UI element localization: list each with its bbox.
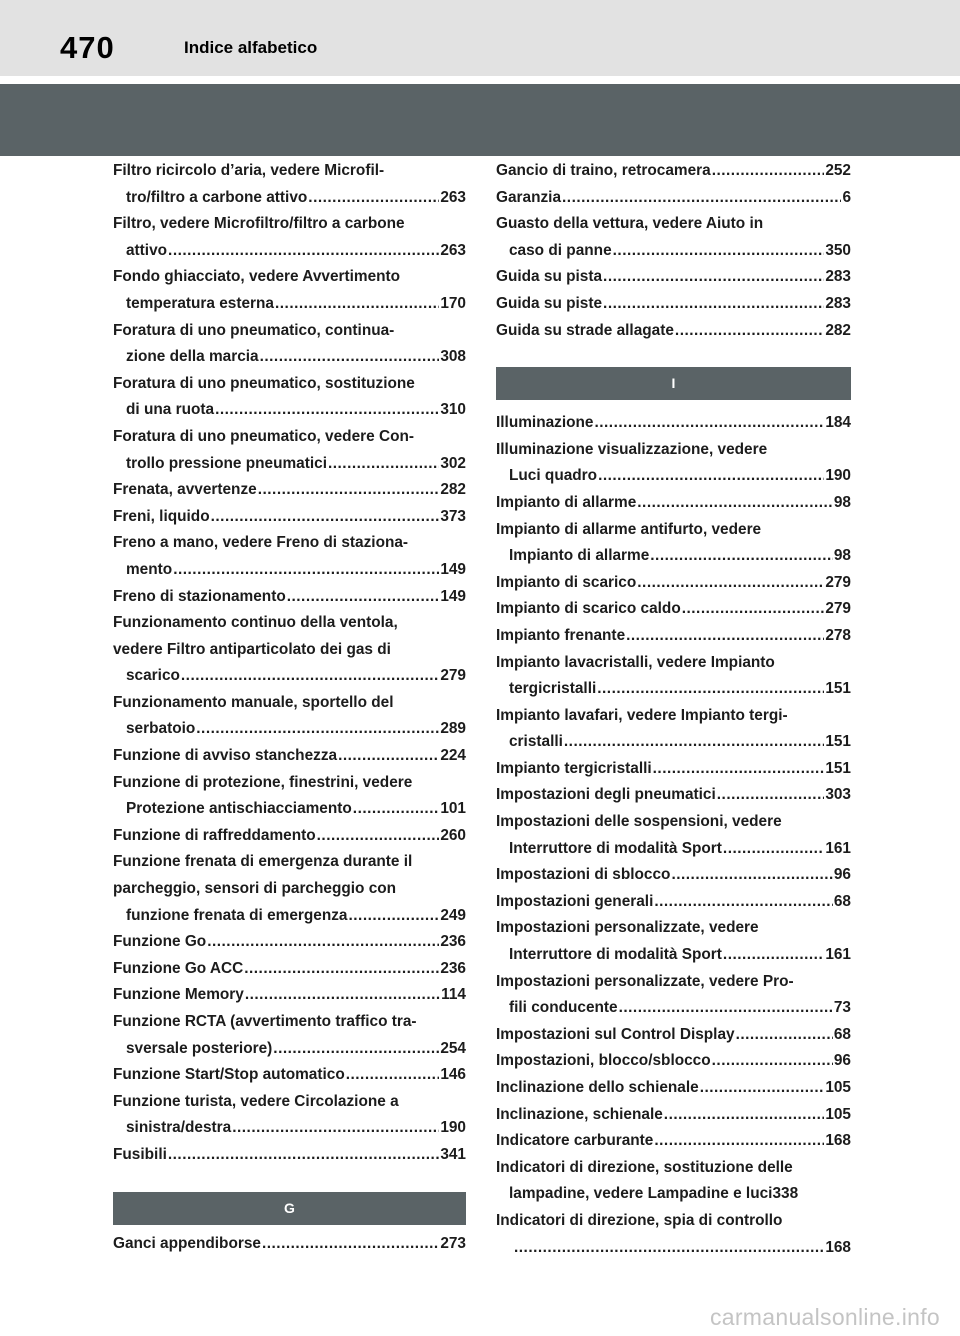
index-entry xyxy=(496,782,851,809)
index-entry xyxy=(113,1009,466,1062)
entry-text: Impianto tergicristalli xyxy=(496,759,652,777)
entry-text: scarico xyxy=(126,667,180,685)
index-entry xyxy=(496,264,851,291)
entry-text: Filtro, vedere Microfiltro/filtro a carbone xyxy=(113,215,405,233)
entry-text: Impianto di allarme xyxy=(509,547,650,565)
dot-leader xyxy=(675,318,824,345)
index-entry xyxy=(496,437,851,490)
index-entry xyxy=(496,1075,851,1102)
entry-text: Impostazioni delle sospensioni, vedere xyxy=(496,813,782,831)
entry-text: Indicatori di direzione, sostituzione delle xyxy=(496,1158,793,1176)
entry-text: Funzione frenata di emergenza durante il xyxy=(113,853,413,871)
dot-leader xyxy=(664,1102,825,1129)
index-entry xyxy=(496,650,851,703)
dot-leader xyxy=(564,729,824,756)
dot-leader xyxy=(173,557,439,584)
dot-leader xyxy=(613,238,825,265)
dot-leader xyxy=(603,264,824,291)
index-entry xyxy=(113,584,466,611)
entry-text: Impianto di scarico caldo xyxy=(496,600,681,618)
dot-leader xyxy=(723,942,824,969)
index-entry xyxy=(496,1128,851,1155)
entry-text: vedere Filtro antiparticolato dei gas di xyxy=(113,640,391,658)
entry-page-number: 105 xyxy=(825,1079,851,1096)
index-entry xyxy=(496,570,851,597)
dot-leader xyxy=(653,756,825,783)
entry-page-number: 151 xyxy=(825,680,851,698)
dot-leader xyxy=(671,862,832,889)
entry-text: Funzionamento manuale, sportello del xyxy=(113,693,394,711)
index-entry xyxy=(113,318,466,371)
entry-text: Freno a mano, vedere Freno di staziona- xyxy=(113,534,409,552)
entry-text: Funzione Memory xyxy=(113,986,244,1004)
entry-text: Inclinazione, schienale xyxy=(496,1105,663,1123)
entry-page-number: 98 xyxy=(833,547,851,565)
index-entry xyxy=(113,929,466,956)
index-entry xyxy=(113,743,466,770)
index-entry xyxy=(113,371,466,424)
dot-leader xyxy=(287,584,440,611)
entry-text: Impostazioni sul Control Display xyxy=(496,1025,735,1043)
entry-text: Impianto lavafari, vedere Impianto tergi- xyxy=(496,706,788,724)
dot-leader xyxy=(736,1022,833,1049)
entry-text: Impianto di allarme antifurto, vedere xyxy=(496,520,762,538)
index-entry xyxy=(113,610,466,690)
entry-page-number: 282 xyxy=(825,321,851,339)
entry-text: Fusibili xyxy=(113,1145,167,1163)
entry-text: temperatura esterna xyxy=(126,294,274,312)
entry-text: Funzione di avviso stanchezza xyxy=(113,747,338,765)
entry-page-number: 373 xyxy=(440,507,466,525)
entry-page-number: 184 xyxy=(825,414,851,432)
index-entry xyxy=(496,889,851,916)
entry-page-number: 249 xyxy=(440,906,466,924)
dot-leader xyxy=(603,291,824,318)
dot-leader xyxy=(723,836,824,863)
entry-text: Foratura di uno pneumatico, continua- xyxy=(113,321,395,339)
entry-page-number: 98 xyxy=(833,493,851,511)
dot-leader xyxy=(168,238,439,265)
index-entry xyxy=(113,424,466,477)
index-column-left xyxy=(113,158,466,1257)
dot-leader xyxy=(168,1142,439,1169)
entry-text: tro/filtro a carbone attivo xyxy=(126,188,308,206)
entry-text: Funzione di protezione, finestrini, vedere xyxy=(113,773,413,791)
entry-text: Foratura di uno pneumatico, sostituzione xyxy=(113,374,415,392)
entry-text: Guida su piste xyxy=(496,294,603,312)
index-entry xyxy=(113,982,466,1009)
dot-leader xyxy=(346,1062,440,1089)
entry-text: parcheggio, sensori di parcheggio con xyxy=(113,880,397,898)
entry-page-number: 263 xyxy=(440,241,466,259)
entry-text: Guida su strade allagate xyxy=(496,321,674,339)
index-entry xyxy=(496,318,851,345)
entry-page-number: 190 xyxy=(440,1119,466,1137)
entry-text: caso di panne xyxy=(509,241,612,259)
index-entry xyxy=(496,596,851,623)
index-entry xyxy=(496,1022,851,1049)
index-entry xyxy=(113,690,466,743)
dot-leader xyxy=(275,291,439,318)
entry-text: Frenata, avvertenze xyxy=(113,481,257,499)
entry-page-number: 260 xyxy=(440,826,466,844)
dot-leader xyxy=(353,796,440,823)
entry-page-number: 341 xyxy=(440,1145,466,1163)
dot-leader xyxy=(626,623,824,650)
dot-leader xyxy=(598,463,824,490)
entry-text: Luci quadro xyxy=(509,467,598,485)
entry-page-number: 283 xyxy=(825,294,851,312)
entry-page-number: 68 xyxy=(833,1025,851,1043)
entry-page-number: 273 xyxy=(440,1234,466,1252)
dot-leader xyxy=(232,1115,439,1142)
entry-page-number: 151 xyxy=(825,733,851,751)
index-entry xyxy=(113,264,466,317)
entry-text: sversale posteriore) xyxy=(126,1039,273,1057)
entry-page-number: 170 xyxy=(440,294,466,312)
entry-page-number: 151 xyxy=(825,759,851,777)
entry-text: tergicristalli xyxy=(509,680,597,698)
entry-page-number: 224 xyxy=(440,747,466,765)
entry-text: serbatoio xyxy=(126,720,196,738)
entry-text: Freni, liquido xyxy=(113,507,210,525)
index-column-right xyxy=(496,158,851,1261)
index-entry xyxy=(113,1089,466,1142)
entry-page-number: 282 xyxy=(440,481,466,499)
entry-text: sinistra/destra xyxy=(126,1119,232,1137)
entry-text: Funzione Go xyxy=(113,933,207,951)
entry-text: di una ruota xyxy=(126,401,215,419)
entry-text: Funzione turista, vedere Circolazione a xyxy=(113,1092,399,1110)
dot-leader xyxy=(654,889,833,916)
entry-text: Impostazioni personalizzate, vedere xyxy=(496,919,759,937)
index-entry xyxy=(113,1231,466,1258)
entry-text: Ganci appendiborse xyxy=(113,1234,261,1252)
index-entry xyxy=(113,770,466,823)
entry-page-number: 279 xyxy=(440,667,466,685)
entry-text: Impostazioni degli pneumatici xyxy=(496,786,716,804)
entry-page-number: 149 xyxy=(440,587,466,605)
entry-page-number: 161 xyxy=(825,839,851,857)
index-entry xyxy=(496,969,851,1022)
dot-leader xyxy=(245,982,440,1009)
entry-text: zione della marcia xyxy=(126,348,259,366)
dot-leader xyxy=(211,504,440,531)
page-number: 470 xyxy=(60,30,115,65)
dot-leader xyxy=(308,185,439,212)
entry-text: Protezione antischiacciamento xyxy=(126,800,352,818)
entry-text: Interruttore di modalità Sport xyxy=(509,839,722,857)
entry-page-number: 168 xyxy=(825,1238,851,1256)
header-strip xyxy=(0,0,960,76)
entry-text: Impostazioni generali xyxy=(496,892,654,910)
entry-text: Inclinazione dello schienale xyxy=(496,1079,699,1096)
entry-text: Funzione Go ACC xyxy=(113,959,244,977)
index-entry xyxy=(496,915,851,968)
index-entry xyxy=(113,823,466,850)
entry-text: Filtro ricircolo d’aria, vedere Microfil- xyxy=(113,162,385,179)
dot-leader xyxy=(273,1036,439,1063)
entry-text: Freno di stazionamento xyxy=(113,587,286,605)
index-entry xyxy=(113,504,466,531)
dot-leader xyxy=(181,663,439,690)
dot-leader xyxy=(244,956,439,983)
dot-leader xyxy=(712,158,825,185)
index-entry xyxy=(113,849,466,929)
entry-page-number: 279 xyxy=(825,573,851,591)
dot-leader xyxy=(328,451,439,478)
index-entry xyxy=(496,517,851,570)
index-entry xyxy=(496,185,851,212)
index-entry xyxy=(496,756,851,783)
entry-page-number: 101 xyxy=(440,800,466,818)
index-entry xyxy=(113,477,466,504)
entry-page-number: 149 xyxy=(440,560,466,578)
watermark: carmanualsonline.info xyxy=(709,1304,940,1330)
dot-leader xyxy=(637,490,833,517)
entry-page-number: 190 xyxy=(825,467,851,485)
entry-text: Impostazioni di sblocco xyxy=(496,866,671,884)
entry-text: Interruttore di modalità Sport xyxy=(509,946,722,964)
entry-text: attivo xyxy=(126,241,168,259)
entry-page-number: 279 xyxy=(825,600,851,618)
entry-page-number: 68 xyxy=(833,892,851,910)
dot-leader xyxy=(597,676,824,703)
entry-page-number: 254 xyxy=(440,1039,466,1057)
dot-leader xyxy=(338,743,439,770)
index-entry xyxy=(496,211,851,264)
entry-text: trollo pressione pneumatici xyxy=(126,454,327,472)
dot-leader xyxy=(260,344,440,371)
dot-leader xyxy=(207,929,439,956)
index-entry xyxy=(496,291,851,318)
dot-leader xyxy=(258,477,440,504)
index-entry xyxy=(113,530,466,583)
letter-band: I xyxy=(496,367,851,400)
entry-text: Funzione Start/Stop automatico xyxy=(113,1066,345,1084)
entry-text: Impostazioni, blocco/sblocco xyxy=(496,1052,711,1070)
entry-page-number: 278 xyxy=(825,626,851,644)
index-entry xyxy=(496,703,851,756)
entry-text: Fondo ghiacciato, vedere Avvertimento xyxy=(113,268,401,286)
dot-leader xyxy=(654,1128,824,1155)
entry-text: Funzionamento continuo della ventola, xyxy=(113,614,398,632)
entry-text: mento xyxy=(126,560,173,578)
entry-text: Impianto di allarme xyxy=(496,493,637,511)
entry-page-number: 6 xyxy=(842,188,851,206)
dot-leader xyxy=(594,410,824,437)
index-entry xyxy=(496,862,851,889)
entry-page-number: 252 xyxy=(825,162,851,179)
entry-text: Garanzia xyxy=(496,188,562,206)
dot-leader xyxy=(317,823,440,850)
entry-text: Indicatori di direzione, spia di controllo xyxy=(496,1211,783,1229)
entry-text: Funzione di raffreddamento xyxy=(113,826,316,844)
entry-page-number: 146 xyxy=(440,1066,466,1084)
entry-page-number: 263 xyxy=(440,188,466,206)
entry-page-number: 289 xyxy=(440,720,466,738)
index-entry xyxy=(496,809,851,862)
index-entry xyxy=(496,410,851,437)
entry-page-number: 96 xyxy=(833,866,851,884)
index-entry xyxy=(113,211,466,264)
dot-leader xyxy=(196,716,439,743)
header-band xyxy=(0,84,960,156)
entry-text: lampadine, vedere Lampadine e luci338 xyxy=(509,1185,799,1203)
section-title: Indice alfabetico xyxy=(184,38,318,57)
entry-text: fili conducente xyxy=(509,999,618,1017)
dot-leader xyxy=(637,570,824,597)
entry-text: funzione frenata di emergenza xyxy=(126,906,348,924)
index-entry xyxy=(113,158,466,211)
entry-text: Gancio di traino, retrocamera xyxy=(496,162,711,179)
dot-leader xyxy=(700,1075,825,1102)
index-entry xyxy=(496,623,851,650)
dot-leader xyxy=(262,1231,439,1258)
entry-page-number: 236 xyxy=(440,959,466,977)
dot-leader xyxy=(349,903,440,930)
entry-text: Illuminazione xyxy=(496,414,594,432)
entry-page-number: 283 xyxy=(825,268,851,286)
entry-text: Impianto lavacristalli, vedere Impianto xyxy=(496,653,775,671)
entry-page-number: 308 xyxy=(440,348,466,366)
dot-leader xyxy=(215,397,439,424)
entry-text: Funzione RCTA (avvertimento traffico tra- xyxy=(113,1013,417,1030)
index-entry xyxy=(496,490,851,517)
index-entry xyxy=(113,956,466,983)
entry-text: Impianto frenante xyxy=(496,626,626,644)
entry-page-number: 236 xyxy=(440,933,466,951)
entry-text: Guasto della vettura, vedere Aiuto in xyxy=(496,215,764,233)
entry-text: cristalli xyxy=(509,733,563,751)
entry-page-number: 302 xyxy=(440,454,466,472)
dot-leader xyxy=(717,782,825,809)
entry-text: Foratura di uno pneumatico, vedere Con- xyxy=(113,427,415,445)
dot-leader xyxy=(619,995,833,1022)
entry-page-number: 73 xyxy=(833,999,851,1017)
dot-leader xyxy=(562,185,841,212)
index-entry xyxy=(496,1048,851,1075)
dot-leader xyxy=(650,543,833,570)
entry-page-number: 168 xyxy=(825,1132,851,1150)
entry-text: Illuminazione visualizzazione, vedere xyxy=(496,440,768,458)
entry-text: Indicatore carburante xyxy=(496,1132,654,1150)
index-entry xyxy=(113,1062,466,1089)
entry-page-number: 114 xyxy=(441,986,466,1004)
index-entry xyxy=(496,1155,851,1208)
entry-page-number: 161 xyxy=(825,946,851,964)
dot-leader xyxy=(682,596,825,623)
entry-page-number: 310 xyxy=(440,401,466,419)
dot-leader xyxy=(514,1235,824,1262)
index-entry xyxy=(496,1102,851,1129)
entry-page-number: 105 xyxy=(825,1105,851,1123)
entry-page-number: 303 xyxy=(825,786,851,804)
entry-text: Impostazioni personalizzate, vedere Pro- xyxy=(496,972,794,990)
index-entry xyxy=(496,1208,851,1261)
entry-page-number: 96 xyxy=(833,1052,851,1070)
index-entry xyxy=(496,158,851,185)
entry-text: Impianto di scarico xyxy=(496,573,637,591)
dot-leader xyxy=(712,1048,833,1075)
letter-band: G xyxy=(113,1192,466,1225)
entry-page-number: 350 xyxy=(825,241,851,259)
entry-text: Guida su pista xyxy=(496,268,603,286)
index-entry xyxy=(113,1142,466,1169)
